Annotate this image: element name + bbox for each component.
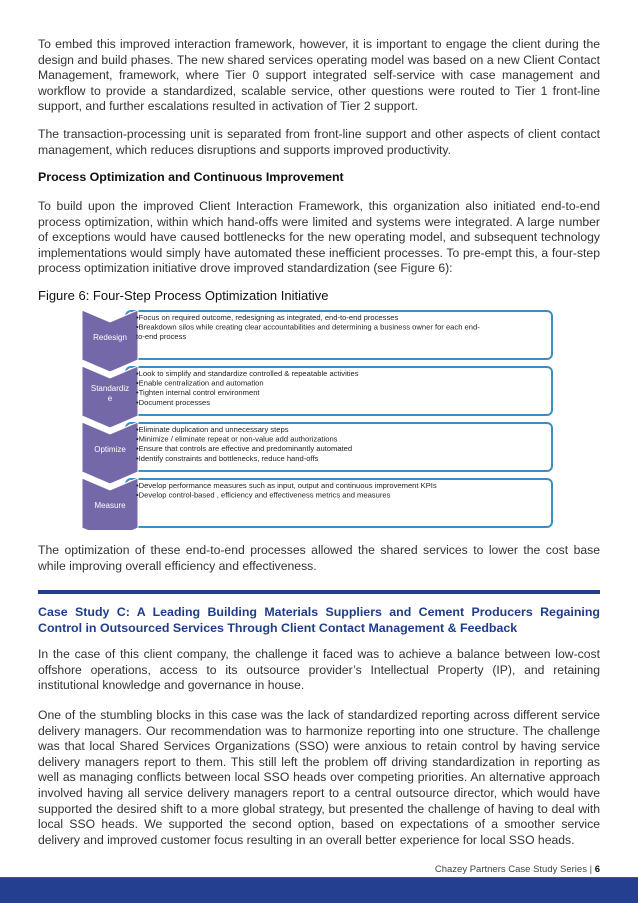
step-bullet: •Tighten internal control environment [136,388,260,398]
transaction-paragraph: The transaction-processing unit is separated from front-line support and other aspects of client contact management, which reduces disruptions and supports improved productivity. [38,127,600,157]
step-bullet: •Identify constraints and bottlenecks, reduce hand-offs [136,453,319,463]
intro-paragraph: To embed this improved interaction framework, however, it is important to engage the client during the design and build phases. The new shared services operating model was based on a new Client Contact Management, framework, where Tier 0 support integrated self-service with case management and workflow to provide a standardized, scalable service, other questions were routed to Tier 1 front-line support, and further escalations resulted in activation of Tier 2 support. [38,37,600,114]
step-bullet: •Enable centralization and automation [136,378,264,388]
case-paragraph-1: In the case of this client company, the challenge it faced was to achieve a balance between low-cost offshore operations, access to its outsource provider’s Intellectual Property (IP), and retaining institutional knowledge and governance in house. [38,647,600,693]
step-label: Measure [94,501,126,510]
section-heading: Process Optimization and Continuous Improvement [38,170,344,184]
step-bullet: •Focus on required outcome, redesigning as integrated, end-to-end processes [136,313,399,322]
step-bullet: •Eliminate duplication and unnecessary steps [136,425,289,434]
case-study-title: Case Study C: A Leading Building Materials Suppliers and Cement Producers Regaining Control in Outsourced Services Through Client Contact Management & Feedback [38,605,600,635]
step-bullet: •Develop performance measures such as input, output and continuous improvement KPIs [136,481,437,490]
section-divider [38,590,600,594]
process-figure [80,308,556,530]
figure-step [82,478,552,530]
step-bullet: •Develop control-based , efficiency and effectiveness metrics and measures [136,490,391,500]
step-label: Standardiz [90,384,130,393]
figure-title: Figure 6: Four-Step Process Optimization Initiative [38,288,329,303]
step-label: Optimize [94,445,126,454]
page-number: 6 [594,864,600,875]
step-label: Redesign [93,333,127,342]
footer-bar [0,878,638,903]
step-bullet: to-end process [136,332,187,342]
step-bullet: •Look to simplify and standardize controlled & repeatable activities [136,369,359,378]
process-paragraph: To build upon the improved Client Interaction Framework, this organization also initiated end-to-end process optimization, within which hand-offs were limited and systems were integrated. A large number of exceptions would have caused bottlenecks for the new operating model, and subsequent technology implementations would simply have automated these inefficient processes. To pre-empt this, a four-step process optimization initiative drove improved standardization (see Figure 6): [38,199,600,276]
figure-step [82,310,552,372]
optimization-paragraph: The optimization of these end-to-end processes allowed the shared services to lower the cost base while improving overall efficiency and effectiveness. [38,543,600,573]
step-bullet: •Breakdown silos while creating clear accountabilities and determining a business owner for each end- [136,322,480,332]
step-bullet: •Ensure that controls are effective and predominantly automated [136,444,353,454]
figure-step [82,422,552,484]
step-bullet: •Document processes [136,397,210,407]
footer-series [435,864,600,875]
case-paragraph-2: One of the stumbling blocks in this case was the lack of standardized reporting across different service delivery managers. Our recommendation was to harmonize reporting into one structure. The challenge was that local Shared Services Organizations (SSO) were anxious to retain control by having service delivery managers report to them. This still left the problem off driving standardization in reporting as well as managing conflicts between local SSO heads over competing priorities. An alternative approach involved having all service delivery managers report to a central outsource director, which would have supported the desired shift to a more global strategy, but presented the challenge of having to deal with local SSO heads. We supported the second option, based on expectations of a smoother service delivery and improved customer focus resulting in an overall better experience for local SSO heads. [38,708,600,847]
step-label: e [107,394,113,403]
step-bullet: •Minimize / eliminate repeat or non-value add authorizations [136,434,338,444]
footer-series-label: Chazey Partners Case Study Series | [434,864,595,875]
figure-step [82,366,552,428]
